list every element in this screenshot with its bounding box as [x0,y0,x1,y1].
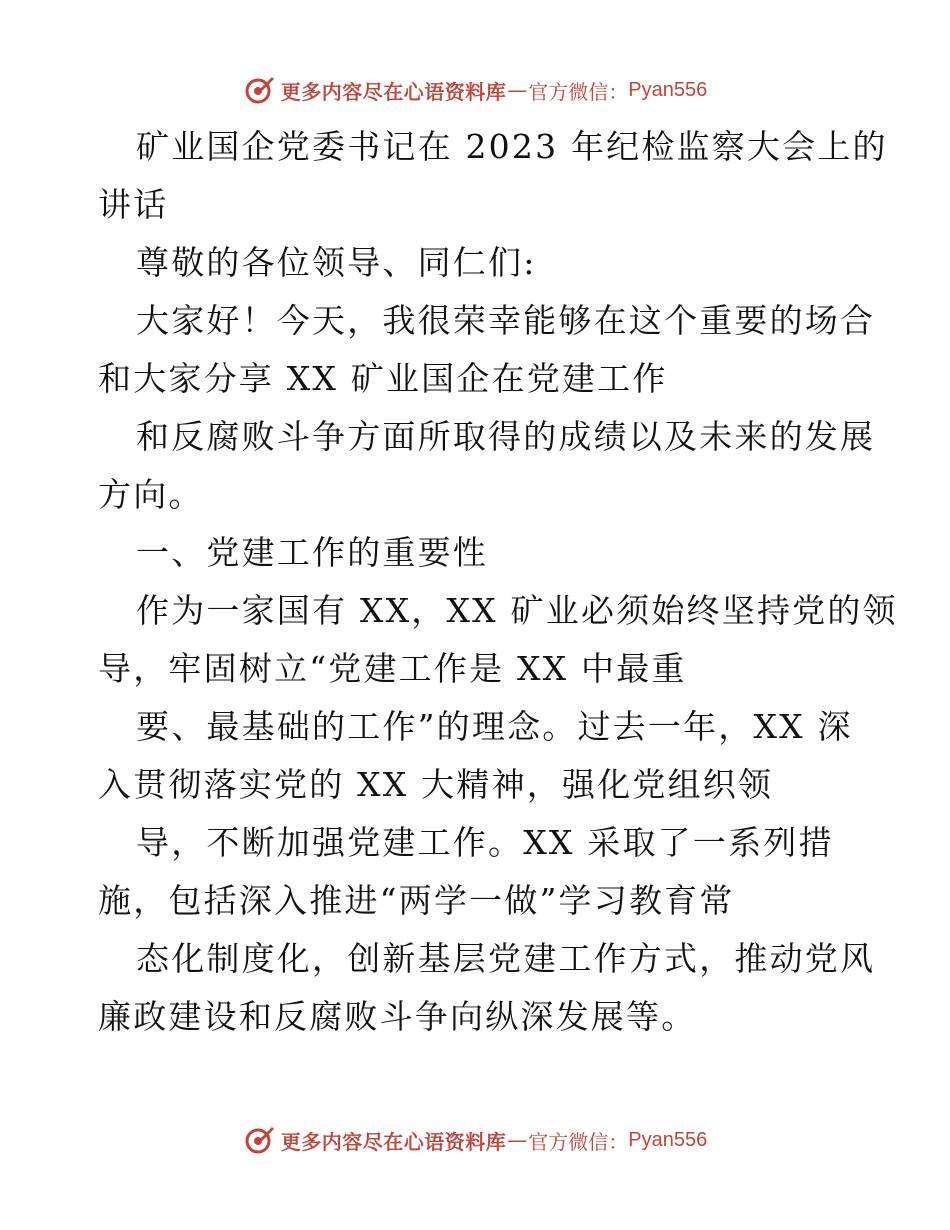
footer-promo-text: 更多内容尽在心语资料库 [280,1129,507,1154]
paragraph-line: 和反腐败斗争方面所取得的成绩以及未来的发展 [136,417,876,456]
header-wechat-label: 官方微信： [528,79,629,104]
paragraph-line: 态化制度化，创新基层党建工作方式，推动党风 [136,939,876,978]
section-heading: 一、党建工作的重要性 [136,533,488,572]
paragraph-line: 作为一家国有 XX，XX 矿业必须始终坚持党的领 [136,591,898,630]
title-line-1: 矿业国企党委书记在 2023 年纪检监察大会上的 [136,127,888,166]
header-dash: — [507,78,528,102]
footer-dash: — [507,1128,528,1152]
header-wechat-id: Pyan556 [628,78,708,101]
paragraph-line: 大家好！今天，我很荣幸能够在这个重要的场合 [136,301,876,340]
paragraph-line: 导，不断加强党建工作。XX 采取了一系列措 [136,823,834,862]
pen-logo-icon [243,1124,275,1156]
paragraph-line: 导，牢固树立“党建工作是 XX 中最重 [98,649,687,688]
paragraph-line: 要、最基础的工作”的理念。过去一年，XX 深 [136,707,853,746]
paragraph-line: 方向。 [98,475,204,514]
paragraph-line: 入贯彻落实党的 XX 大精神，强化党组织领 [98,765,774,804]
document-body [98,122,898,1050]
paragraph-line: 廉政建设和反腐败斗争向纵深发展等。 [98,997,697,1036]
header-promo-text: 更多内容尽在心语资料库 [280,79,507,104]
footer-wechat-id: Pyan556 [628,1128,708,1151]
title-line-2: 讲话 [98,185,169,224]
salutation: 尊敬的各位领导、同仁们: [136,243,537,282]
pen-logo-icon [243,74,275,106]
paragraph-line: 和大家分享 XX 矿业国企在党建工作 [98,359,668,398]
footer-banner [0,1120,950,1160]
footer-wechat-label: 官方微信： [528,1129,629,1154]
header-banner [0,70,950,110]
paragraph-line: 施，包括深入推进“两学一做”学习教育常 [98,881,735,920]
